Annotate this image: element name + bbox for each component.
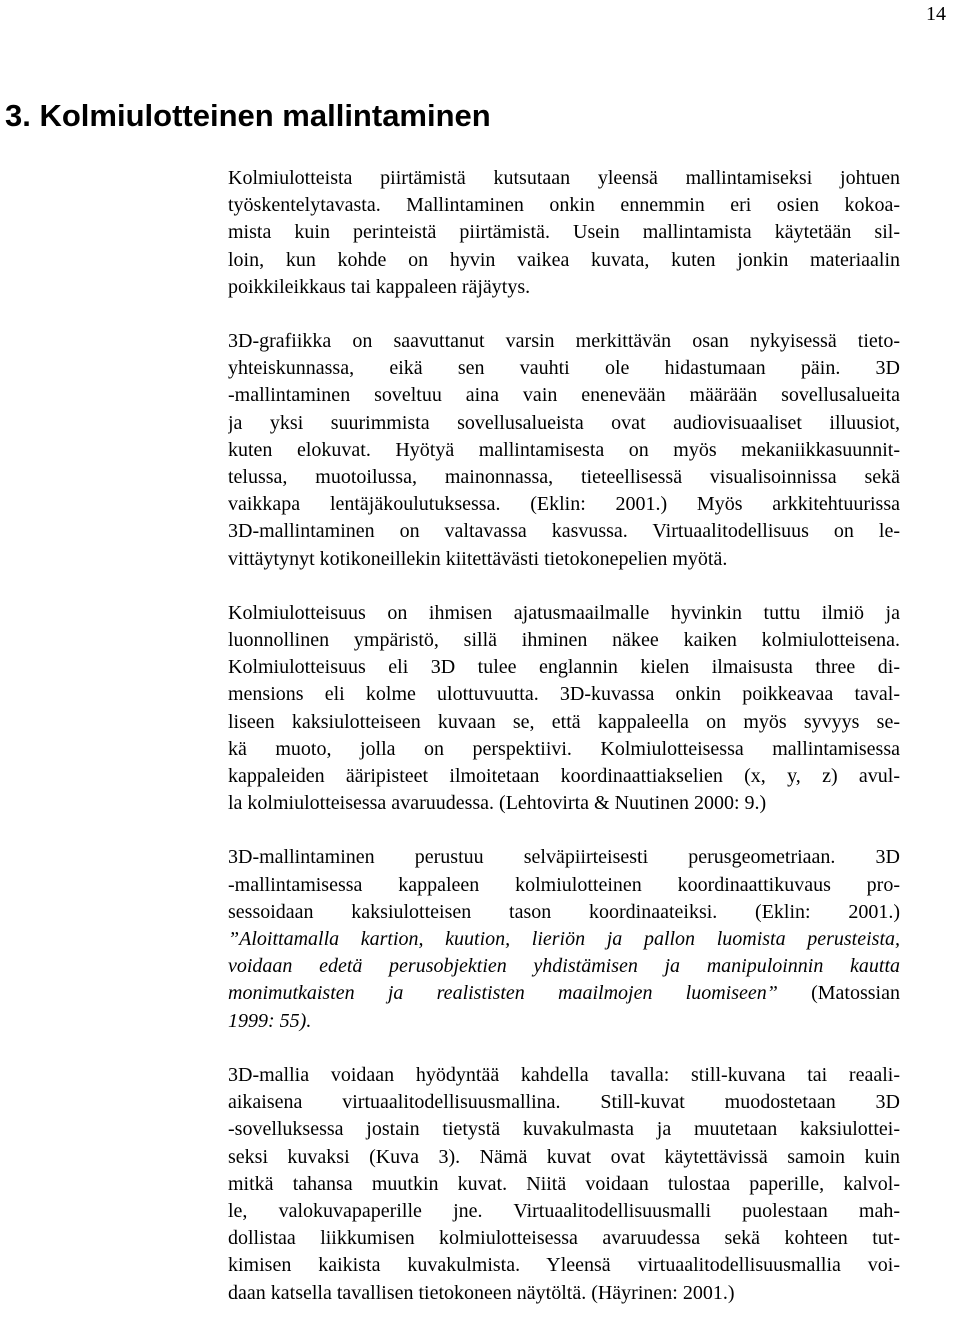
text-line: -mallintaminen soveltuu aina vain enenevään määrään sovellusalueita	[228, 384, 900, 407]
text-line: loin, kun kohde on hyvin vaikea kuvata, kuten jonkin materiaalin	[228, 248, 900, 271]
page-number: 14	[926, 3, 946, 25]
section-heading: 3. Kolmiulotteinen mallintaminen	[5, 98, 491, 133]
text-line: 3D-mallia voidaan hyödyntää kahdella tavalla: still-kuvana tai reaali-	[228, 1063, 900, 1086]
body-text	[228, 165, 900, 1334]
text-line: kappaleiden ääripisteet ilmoitetaan koordinaattiakselien (x, y, z) avul-	[228, 765, 900, 788]
text-line: la kolmiulotteisessa avaruudessa. (Lehtovirta & Nuutinen 2000: 9.)	[228, 792, 767, 815]
text-line: mista kuin perinteistä piirtämistä. Usein mallintamista käytetään sil-	[228, 221, 900, 244]
text-line: voidaan edetä perusobjektien yhdistämisen ja manipuloinnin kautta	[228, 955, 900, 978]
text-line: Kolmiulotteista piirtämistä kutsutaan yleensä mallintamiseksi johtuen	[228, 167, 900, 189]
text-line: -sovelluksessa jostain tietystä kuvakulmasta ja muutetaan kaksiulottei-	[228, 1118, 900, 1141]
text-line: monimutkaisten ja realististen maailmojen luomiseen” (Matossian	[228, 982, 900, 1005]
text-line: 1999: 55).	[228, 1009, 312, 1032]
text-line: mitkä tahansa muutkin kuvat. Niitä voidaan tulostaa paperille, kalvol-	[228, 1172, 900, 1195]
text-line: sessoidaan kaksiulotteisen tason koordinaateiksi. (Eklin: 2001.)	[228, 900, 900, 923]
text-line: Kolmiulotteisuus eli 3D tulee englannin kielen ilmaisusta three di-	[228, 656, 900, 679]
text-line: kä muoto, jolla on perspektiivi. Kolmiulotteisessa mallintamisessa	[228, 737, 900, 760]
text-line: ”Aloittamalla kartion, kuution, lieriön ja pallon luomista perusteista,	[228, 928, 900, 951]
text-line: ja yksi suurimmista sovellusalueista ovat audiovisuaaliset illuusiot,	[228, 411, 900, 434]
paragraph-5	[228, 1062, 900, 1307]
text-line: työskentelytavasta. Mallintaminen onkin ennemmin eri osien kokoa-	[228, 194, 900, 217]
text-line: vaikkapa lentäjäkoulutuksessa. (Eklin: 2001.) Myös arkkitehtuurissa	[228, 493, 900, 516]
text-line: daan katsella tavallisen tietokoneen näytöltä. (Häyrinen: 2001.)	[228, 1281, 735, 1304]
paragraph-3	[228, 600, 900, 818]
text-line: seksi kuvaksi (Kuva 3). Nämä kuvat ovat käytettävissä samoin kuin	[228, 1145, 900, 1168]
text-line: poikkileikkaus tai kappaleen räjäytys.	[228, 275, 531, 298]
text-line: mensions eli kolme ulottuvuutta. 3D-kuvassa onkin poikkeavaa taval-	[228, 683, 900, 706]
text-line: luonnollinen ympäristö, sillä ihminen näkee kaiken kolmiulotteisena.	[228, 629, 900, 652]
paragraph-1	[228, 165, 900, 301]
text-line: dollistaa liikkumisen kolmiulotteisessa avaruudessa sekä kohteen tut-	[228, 1227, 900, 1250]
text-line: le, valokuvapaperille jne. Virtuaalitodellisuusmalli puolestaan mah-	[228, 1199, 900, 1222]
paragraph-2	[228, 328, 900, 573]
text-line: Kolmiulotteisuus on ihmisen ajatusmaailmalle hyvinkin tuttu ilmiö ja	[228, 601, 900, 624]
text-line: yhteiskunnassa, eikä sen vauhti ole hidastumaan päin. 3D	[228, 357, 900, 380]
text-line: aikaisena virtuaalitodellisuusmallina. Still-kuvat muodostetaan 3D	[228, 1091, 900, 1114]
paragraph-4	[228, 844, 900, 1034]
text-line: vittäytynyt kotikoneillekin kiitettävästi tietokonepelien myötä.	[228, 547, 728, 570]
text-line: 3D-mallintaminen perustuu selväpiirteisesti perusgeometriaan. 3D	[228, 846, 900, 869]
text-line: kimisen kaikista kuvakulmista. Yleensä virtuaalitodellisuusmallia voi-	[228, 1254, 900, 1277]
text-line: 3D-mallintaminen on valtavassa kasvussa. Virtuaalitodellisuus on le-	[228, 520, 900, 543]
text-line: 3D-grafiikka on saavuttanut varsin merkittävän osan nykyisessä tieto-	[228, 330, 900, 353]
text-line: telussa, muotoilussa, mainonnassa, tieteellisessä visualisoinnissa sekä	[228, 466, 900, 489]
text-line: kuten elokuvat. Hyötyä mallintamisesta on myös mekaniikkasuunnit-	[228, 438, 900, 461]
text-line: liseen kaksiulotteiseen kuvaan se, että kappaleella on myös syvyys se-	[228, 710, 900, 733]
text-line: -mallintamisessa kappaleen kolmiulotteinen koordinaattikuvaus pro-	[228, 873, 900, 896]
